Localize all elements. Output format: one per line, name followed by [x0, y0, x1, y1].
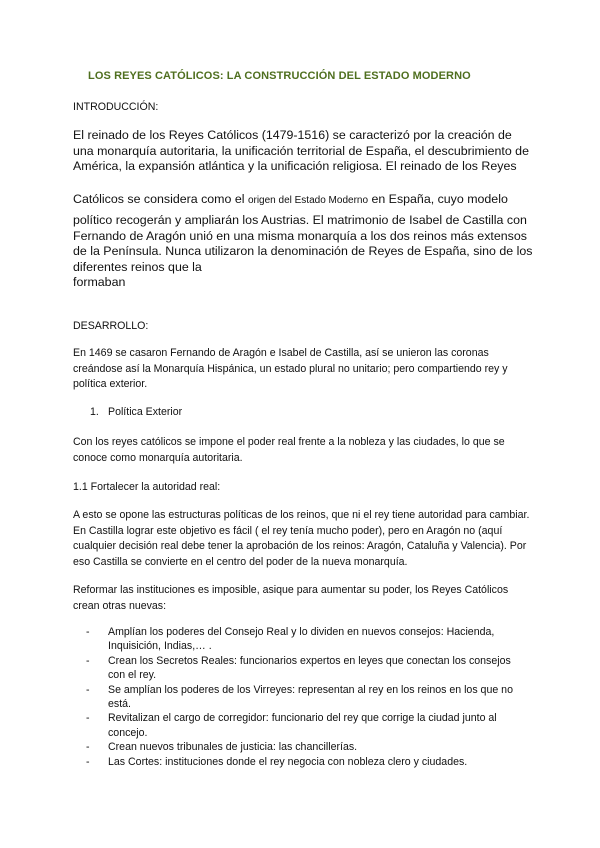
- section-subheading: 1.1 Fortalecer la autoridad real:: [73, 481, 221, 493]
- list-item: - Crean nuevos tribunales de justicia: las chancillerías.: [86, 741, 358, 754]
- development-paragraph-1: En 1469 se casaron Fernando de Aragón e Isabel de Castilla, así se unieron las coronas creándose así la Monarquía Hispánica, un estado plural no unitario; pero compartiendo rey y política exterior.: [73, 347, 508, 390]
- development-heading: DESARROLLO:: [73, 320, 149, 332]
- numbered-list-item: [90, 406, 182, 418]
- list-item: - Amplían los poderes del Consejo Real y lo dividen en nuevos consejos: Hacienda, Inquisición, Indias,… .: [86, 626, 495, 653]
- bullet-list: [86, 625, 526, 769]
- intro-paragraph-3-end: formaban: [73, 275, 126, 289]
- list-item-label: Política Exterior: [108, 406, 183, 418]
- intro-paragraph-2-end: en España, cuyo modelo: [368, 192, 508, 206]
- intro-paragraph-3: político recogerán y ampliarán los Austrias. El matrimonio de Isabel de Castilla con Fernando de Aragón unió en una misma monarquía a los dos reinos más extensos de la Península. Nunca utilizaron la denominación de Reyes de España, sino de los diferentes reinos que la: [73, 213, 533, 274]
- intro-paragraph-2: [73, 192, 533, 209]
- estado-moderno-phrase: origen del Estado Moderno: [247, 195, 369, 206]
- development-paragraph-3: A esto se opone las estructuras políticas de los reinos, que ni el rey tiene autoridad para cambiar. En Castilla lograr este objetivo es fácil ( el rey tenía mucho poder), pero en Aragón no (aquí cualquier decisión real debe tener la aprobación de los reinos: Aragón, Cataluña y Valencia). Por eso Castilla se convierte en el centro del poder de la nueva monarquía.: [73, 509, 530, 568]
- list-item: - Se amplían los poderes de los Virreyes: representan al rey en los reinos en los que no está.: [86, 683, 513, 711]
- development-paragraph-2: Con los reyes católicos se impone el poder real frente a la nobleza y las ciudades, lo que se conoce como monarquía autoritaria.: [73, 436, 505, 464]
- document-title: LOS REYES CATÓLICOS: LA CONSTRUCCIÓN DEL ESTADO MODERNO: [88, 70, 471, 82]
- list-item: - Crean los Secretos Reales: funcionarios expertos en leyes que conectan los consejos con el rey.: [86, 654, 511, 682]
- list-item: - Las Cortes: instituciones donde el rey negocia con nobleza clero y ciudades.: [86, 755, 468, 768]
- list-item: - Revitalizan el cargo de corregidor: funcionario del rey que corrige la ciudad junto al concejo.: [86, 712, 497, 739]
- intro-paragraph-2-start: Católicos se considera como el: [73, 192, 248, 206]
- intro-heading: INTRODUCCIÓN:: [73, 101, 159, 113]
- list-number: 1.: [90, 406, 99, 418]
- development-paragraph-4: Reformar las instituciones es imposible, asique para aumentar su poder, los Reyes Católicos crean otras nuevas:: [73, 584, 509, 612]
- intro-paragraph-1: El reinado de los Reyes Católicos (1479-1516) se caracterizó por la creación de una monarquía autoritaria, la unificación territorial de España, el descubrimiento de América, la expansión atlántica y la unificación religiosa. El reinado de los Reyes: [73, 128, 529, 173]
